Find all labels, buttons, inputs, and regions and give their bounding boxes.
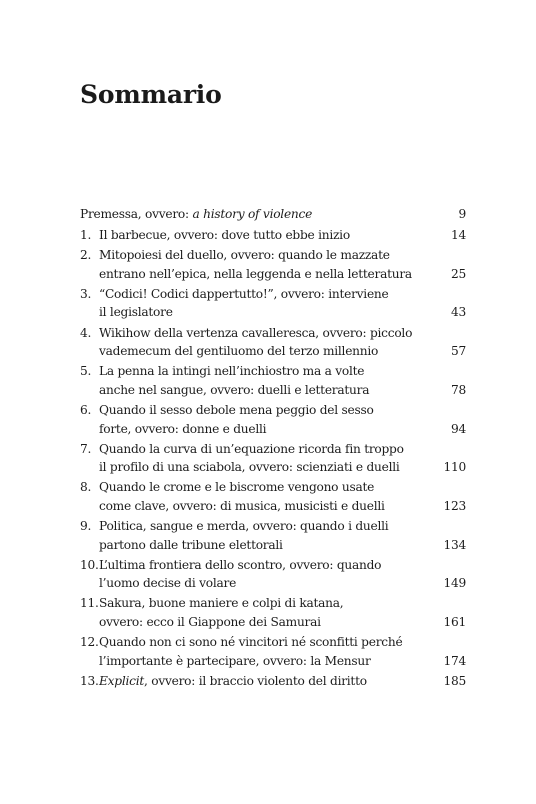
toc-page-number: 78	[450, 382, 466, 397]
toc-entry-line: l’uomo decise di volare	[99, 576, 237, 591]
toc-entry-line: anche nel sangue, ovvero: duelli e letteratura	[99, 382, 370, 397]
toc-entry-line: il legislatore	[99, 305, 173, 320]
toc-entry-line: forte, ovvero: donne e duelli	[99, 421, 267, 436]
toc-entry-number: 11.	[80, 596, 99, 611]
toc-page-number: 43	[450, 305, 466, 320]
toc-entry	[80, 440, 466, 477]
toc-entry	[80, 362, 466, 399]
toc-entry-number: 4.	[80, 325, 92, 340]
toc-entry-line: Sakura, buone maniere e colpi di katana,	[99, 596, 344, 611]
toc-entry-line: Wikihow della vertenza cavalleresca, ovvero: piccolo	[99, 325, 413, 340]
toc-entry-italic-text: Explicit	[99, 673, 144, 688]
toc-entry-line: Politica, sangue e merda, ovvero: quando i duelli	[99, 519, 389, 533]
toc-page-number: 185	[443, 673, 466, 688]
toc-page-number: 9	[458, 207, 466, 221]
toc-entry-number: 5.	[80, 364, 92, 379]
toc-entry-line: partono dalle tribune elettorali	[99, 537, 283, 552]
toc-entry	[80, 517, 466, 554]
toc-entry-line: L’ultima frontiera dello scontro, ovvero: quando	[99, 557, 382, 572]
toc-page-number: 123	[443, 498, 466, 513]
toc-page-number: 25	[450, 266, 466, 281]
toc-entry-line: “Codici! Codici dappertutto!”, ovvero: interviene	[99, 286, 389, 301]
toc-entry-line: Il barbecue, ovvero: dove tutto ebbe inizio	[99, 227, 350, 242]
toc-entry-line: come clave, ovvero: di musica, musicisti e duelli	[99, 498, 385, 513]
toc-entry-number: 2.	[80, 248, 92, 263]
toc-entry-number: 9.	[80, 519, 92, 533]
toc-entry-line: Quando il sesso debole mena peggio del sesso	[99, 402, 374, 417]
toc-entry	[80, 672, 466, 691]
toc-entry-text: , ovvero: il braccio violento del diritto	[144, 673, 367, 688]
toc-entry	[80, 401, 466, 438]
toc-entry-line: ovvero: ecco il Giappone dei Samurai	[99, 614, 321, 629]
toc-entry-number: 10.	[80, 557, 99, 572]
table-of-contents	[80, 205, 466, 692]
toc-entry-number: 1.	[80, 227, 92, 242]
toc-entry-line: Quando le crome e le biscrome vengono usate	[99, 480, 375, 495]
toc-entry	[80, 556, 466, 593]
toc-entry-line: Quando la curva di un’equazione ricorda fin troppo	[99, 441, 404, 456]
toc-page-number: 161	[443, 614, 466, 629]
toc-page-number: 149	[443, 576, 466, 591]
toc-entry	[80, 594, 466, 631]
toc-page-number: 57	[450, 344, 466, 359]
toc-page-number: 14	[450, 227, 466, 242]
toc-page-number: 110	[443, 460, 466, 475]
toc-entry	[80, 285, 466, 322]
toc-entry	[80, 324, 466, 361]
toc-entry	[80, 226, 466, 245]
toc-entry-text: Premessa, ovvero:	[80, 207, 193, 221]
toc-entry	[80, 478, 466, 515]
toc-entry	[80, 246, 466, 283]
page-title: Sommario	[80, 80, 222, 109]
toc-entry-number: 13.	[80, 673, 99, 688]
toc-entry-number: 7.	[80, 441, 92, 456]
toc-page-number: 174	[443, 653, 466, 668]
toc-entry-line: l’importante è partecipare, ovvero: la Mensur	[99, 653, 371, 668]
toc-entry-preface	[80, 205, 466, 224]
toc-entry-line: Quando non ci sono né vincitori né sconfitti perché	[99, 635, 403, 650]
toc-entry-line: Mitopoiesi del duello, ovvero: quando le mazzate	[99, 248, 390, 263]
toc-entry-italic-text: a history of violence	[192, 207, 313, 221]
toc-entry-line: il profilo di una sciabola, ovvero: scienziati e duelli	[99, 460, 400, 475]
toc-entry-line: vademecum del gentiluomo del terzo millennio	[99, 344, 379, 359]
toc-entry-line: entrano nell’epica, nella leggenda e nella letteratura	[99, 266, 412, 281]
toc-entry-number: 12.	[80, 635, 99, 650]
toc-entry-line: La penna la intingi nell’inchiostro ma a volte	[99, 364, 365, 379]
toc-page-number: 94	[450, 421, 466, 436]
toc-page-number: 134	[443, 537, 466, 552]
toc-entry-number: 6.	[80, 402, 92, 417]
toc-entry-number: 3.	[80, 286, 92, 301]
toc-entry-number: 8.	[80, 480, 92, 495]
toc-entry	[80, 633, 466, 670]
